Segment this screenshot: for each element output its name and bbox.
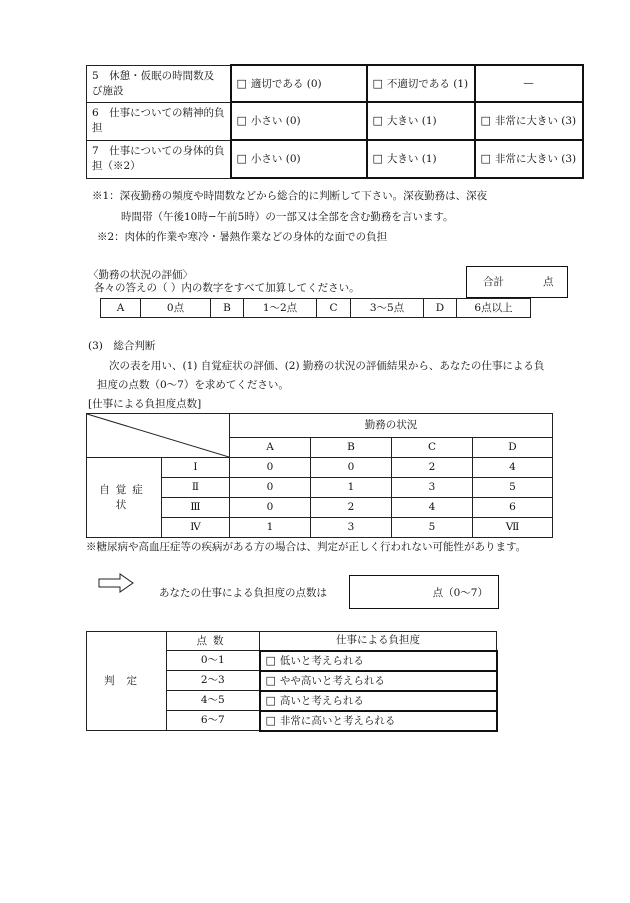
score-range: 6〜7 xyxy=(167,711,260,731)
row-group-header: 自覚症状 xyxy=(87,458,162,538)
checkbox-icon[interactable]: □ xyxy=(480,114,491,127)
grade-cell: B xyxy=(211,299,244,318)
note-1b: 時間帯（午後10時−午前5時）の一部又は全部を含む勤務を言います。 xyxy=(121,211,454,223)
burden-text: 低いと考えられる xyxy=(279,654,364,667)
col-header: D xyxy=(473,438,553,458)
burden-option[interactable] xyxy=(260,711,497,731)
option-label: 大きい (1) xyxy=(386,153,437,165)
matrix-cell: 3 xyxy=(311,518,392,538)
matrix-corner xyxy=(87,414,230,458)
range-cell: 6点以上 xyxy=(457,299,531,318)
option-cell[interactable] xyxy=(367,140,475,178)
option-label: 不適切である (1) xyxy=(386,77,469,90)
burden-text: 高いと考えられる xyxy=(279,694,364,707)
matrix-cell: 1 xyxy=(311,478,392,498)
checkbox-icon[interactable]: □ xyxy=(480,152,491,165)
result-label: あなたの仕事による負担度の点数は xyxy=(159,587,327,599)
checkbox-icon[interactable]: □ xyxy=(236,114,247,127)
arrow-right-icon xyxy=(98,573,134,593)
result-score-box[interactable] xyxy=(349,575,499,609)
matrix-cell: 0 xyxy=(311,458,392,478)
score-range: 0〜1 xyxy=(167,651,260,671)
option-cell[interactable] xyxy=(475,102,583,140)
burden-option[interactable] xyxy=(260,691,497,711)
checkbox-icon[interactable]: □ xyxy=(265,713,276,727)
burden-option[interactable] xyxy=(260,671,497,691)
range-cell: 1〜2点 xyxy=(244,299,317,318)
grade-cell: D xyxy=(424,299,457,318)
row-header: Ⅳ xyxy=(162,518,230,538)
grade-cell: A xyxy=(101,299,141,318)
question-row xyxy=(87,140,583,178)
judgment-table xyxy=(86,631,498,732)
range-cell: 3〜5点 xyxy=(351,299,424,318)
matrix-cell: Ⅶ xyxy=(473,518,553,538)
option-label: 小さい (0) xyxy=(250,115,301,127)
col-group-header: 勤務の状況 xyxy=(230,414,553,438)
option-label: 適切である (0) xyxy=(250,77,322,90)
col-header: C xyxy=(392,438,473,458)
overall-text-2: 担度の点数（0〜7）を求めてください。 xyxy=(97,379,289,391)
burden-col-header: 仕事による負担度 xyxy=(260,632,497,651)
option-cell[interactable] xyxy=(475,140,583,178)
overall-text-1: 次の表を用い、(1) 自覚症状の評価、(2) 勤務の状況の評価結果から、あなたの仕事による負 xyxy=(109,360,545,372)
option-cell[interactable] xyxy=(367,65,475,102)
matrix-cell: 1 xyxy=(230,518,311,538)
checkbox-icon[interactable]: □ xyxy=(236,76,247,90)
option-cell[interactable] xyxy=(231,65,367,102)
judgment-label: 判定 xyxy=(87,632,167,731)
disease-footnote: ※糖尿病や高血圧症等の疾病がある方の場合は、判定が正しく行われない可能性があります。 xyxy=(86,541,527,553)
grade-cell: C xyxy=(317,299,351,318)
checkbox-icon[interactable]: □ xyxy=(265,693,276,707)
score-col-header: 点数 xyxy=(167,632,260,651)
question-row xyxy=(87,102,583,140)
checkbox-icon[interactable]: □ xyxy=(372,152,383,165)
overall-heading: (3) 総合判断 xyxy=(88,340,156,352)
checkbox-icon[interactable]: □ xyxy=(372,76,383,90)
range-cell: 0点 xyxy=(141,299,211,318)
work-eval-instruction: 各々の答えの（ ）内の数字をすべて加算してください。 xyxy=(94,282,360,294)
option-cell[interactable] xyxy=(231,102,367,140)
option-label: 非常に大きい (3) xyxy=(494,115,577,127)
matrix-cell: 0 xyxy=(230,498,311,518)
note-2: ※2：肉体的作業や寒冷・暑熱作業などの身体的な面での負担 xyxy=(97,231,388,243)
total-score-box[interactable] xyxy=(466,266,568,298)
score-range: 4〜5 xyxy=(167,691,260,711)
col-header: A xyxy=(230,438,311,458)
option-label: 小さい (0) xyxy=(250,153,301,165)
question-label: 6 仕事についての精神的負担 xyxy=(87,102,231,140)
row-header: Ⅰ xyxy=(162,458,230,478)
row-header: Ⅱ xyxy=(162,478,230,498)
grade-scale-table xyxy=(100,298,531,318)
burden-option[interactable] xyxy=(260,651,497,671)
checkbox-icon[interactable]: □ xyxy=(265,673,276,687)
col-header: B xyxy=(311,438,392,458)
total-label: 合計 xyxy=(483,276,504,288)
matrix-cell: 0 xyxy=(230,458,311,478)
total-unit: 点 xyxy=(543,276,554,288)
option-cell[interactable] xyxy=(367,102,475,140)
checkbox-icon[interactable]: □ xyxy=(372,114,383,127)
matrix-cell: 5 xyxy=(473,478,553,498)
burden-matrix xyxy=(86,413,552,537)
burden-text: やや高いと考えられる xyxy=(279,674,385,687)
question-table xyxy=(86,64,584,179)
option-label: 非常に大きい (3) xyxy=(494,153,577,165)
option-label: 大きい (1) xyxy=(386,115,437,127)
checkbox-icon[interactable]: □ xyxy=(265,653,276,667)
result-unit: 点（0〜7） xyxy=(432,587,488,599)
checkbox-icon[interactable]: □ xyxy=(236,152,247,165)
matrix-table-title: [仕事による負担度点数] xyxy=(88,398,202,410)
score-range: 2〜3 xyxy=(167,671,260,691)
matrix-cell: 2 xyxy=(392,458,473,478)
question-row xyxy=(87,65,583,102)
matrix-cell: 5 xyxy=(392,518,473,538)
matrix-cell: 0 xyxy=(230,478,311,498)
matrix-cell: 2 xyxy=(311,498,392,518)
row-header: Ⅲ xyxy=(162,498,230,518)
matrix-cell: 4 xyxy=(473,458,553,478)
matrix-cell: 3 xyxy=(392,478,473,498)
option-cell: — xyxy=(475,65,583,102)
matrix-cell: 4 xyxy=(392,498,473,518)
work-eval-title: 〈勤務の状況の評価〉 xyxy=(88,269,193,281)
question-label: 7 仕事についての身体的負担（※2） xyxy=(87,140,231,178)
note-1a: ※1：深夜勤務の頻度や時間数などから総合的に判断して下さい。深夜勤務は、深夜 xyxy=(92,190,488,202)
question-label: 5 休憩・仮眠の時間数及び施設 xyxy=(87,65,231,102)
option-cell[interactable] xyxy=(231,140,367,178)
burden-text: 非常に高いと考えられる xyxy=(279,714,396,727)
matrix-cell: 6 xyxy=(473,498,553,518)
